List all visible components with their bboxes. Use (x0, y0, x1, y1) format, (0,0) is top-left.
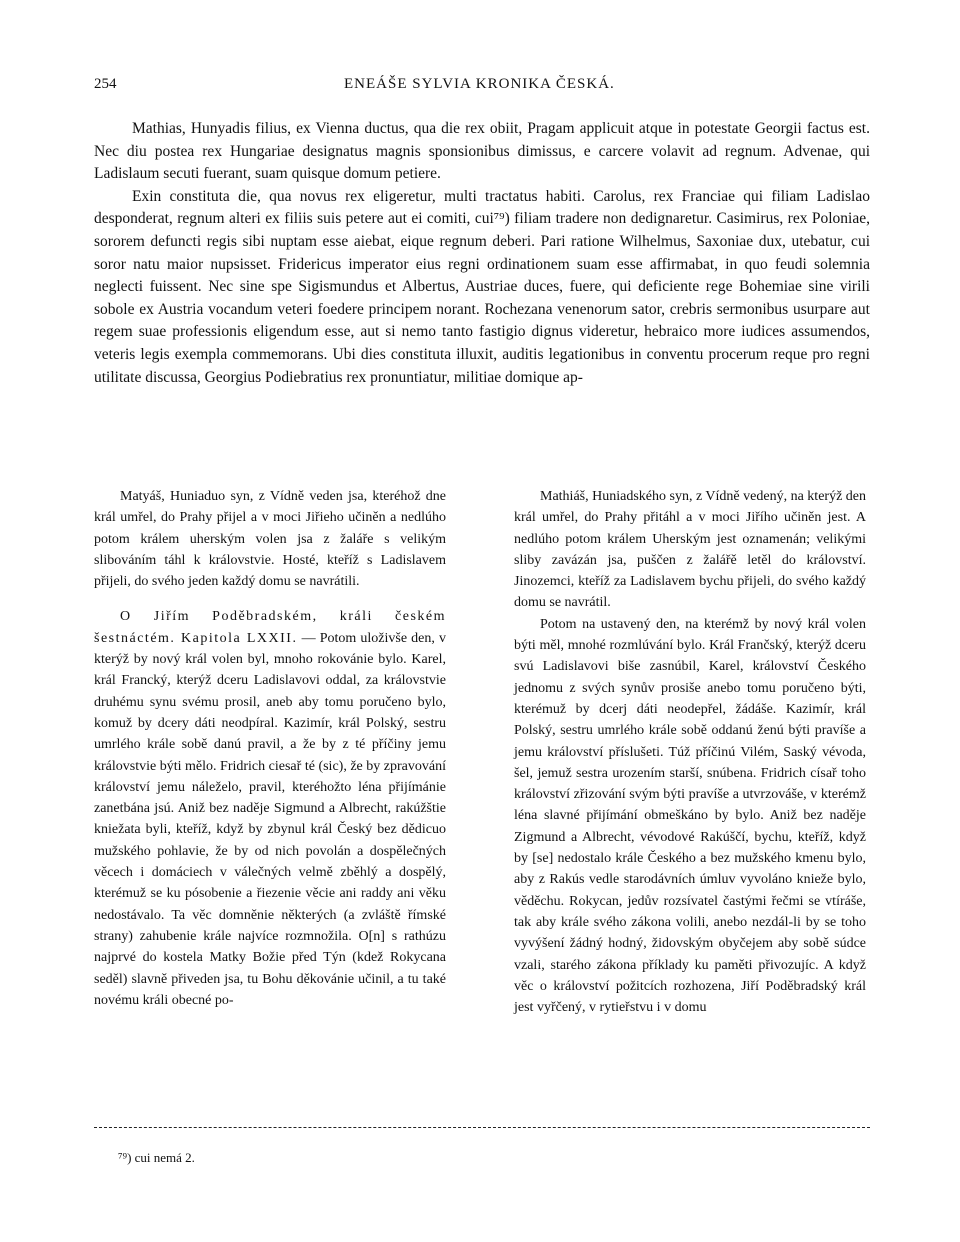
left-paragraph-text: — Potom uloživše den, v kterýž by nový král volen byl, mnoho rokovánie bylo. Karel, král Francký, kterýž dceru Ladislavovi oddal, za královstvie druhému synu svému prosil, aneb aby tomu poručeno bylo, komuž by dcery dáti neodpíral. Kazimír, král Polský, sestru umrlého krále sobě danú pravil, a že by z té příčiny jemu královstvie býti mělo. Fridrich ciesař té (sic), že by zpravování království jemu náleželo, pravil, kteréhožto léna přijímánie zanetbána jsú. Aniž bez naděje Sigmund a Albrecht, rakúžštie kniežata byli, kteříž, když by zbynul král Český bez dědicuo mužského pohlavie, že by od nich povolán a dospělečných věcech i domáciech v válečných velmě zběhlý a dospělý, kterémuž se ku pósobenie a řiezenie věcie ani raddy ani věku nedostávalo. Ta věc domněnie některých (a zvláště římské strany) zahubenie krále najvíce rozmnožila. O[n] s rathúzu najprvé do kostela Matky Božie před Týn (kdež Rokycana seděl) slavně přiveden jsa, tu Bohu děkovánie učinil, a tu také novému králi obecné po- (94, 630, 447, 1008)
page-number: 254 (94, 76, 117, 92)
latin-paragraph: Exin constituta die, qua novus rex eligeretur, multi tractatus habiti. Carolus, rex Franciae qui filiam Ladislao desponderat, regnum alteri ex filiis suis petere aut ei comiti, cui⁷⁹) filiam tradere non dedignaretur. Casimirus, rex Poloniae, sororem defuncti regis sibi nuptam esse aiebat, eique regnum deberi. Pari ratione Wilhelmus, Saxoniae dux, utebatur, cui soror natu maior nupsisset. Fridericus imperator eius regni ordinationem suam esse affirmabat, in quo feudi solemnia neglecti fuissent. Nec sine spe Sigismundus et Albertus, Austriae duces, fuere, qui deficiente rege Bohemiae sine virili sobole ex Austria vocandum veteri foedere principem norant. Rochezana venenorum sator, crebris sermonibus usurpare aut regem suae professionis eligendum esse, aut si nemo tanto fastigio dignus videretur, hebraico more iudices assumendos, veteris legis exempla commemorans. Ubi dies constituta illuxit, auditis legationibus in conventu procerum reque pro regni utilitate discussa, Georgius Podiebratius rex pronuntiatur, militiae domique ap- (94, 187, 870, 386)
right-paragraph: Potom na ustavený den, na kterémž by nový král volen býti měl, mnohé rozmlúvání bylo. Král Frančský, kterýž dceru svú Ladislavovi biše zasnúbil, Karel, království Českého jednomu z svých synův prosiše anebo tomu poručeno býti, kterémuž by dcerj dáti neodepřel, žádáše. Kazimír, král Polský, sestru umrlého krále sobě oddanú ženú býti pravíše a jemu království příslušeti. Túž příčinú Vilém, Saský vévoda, šel, jemuž sestra urozením starší, snúbena. Fridrich císař toho království zřizování svým býti pravíše a utvrzováše, v kterémž léna slavné přijímání obmeškáno by bylo. Aniž bez naděje Zigmund a Albrecht, vévodové Rakúščí, bychu, kteříž, když by [se] nedostalo krále Českého a bez mužského kmenu bylo, aby z Rakús vedle starodávních úmluv vyvoláno knieže bylo, věděchu. Rokycan, jedův rozsívatel častými řečmi se vtíráše, tak aby krále svého zákona volili, anebo nezdál-li by se toho vyvýšení žádný hodný, židovským obyčejem aby sobě súdce vzali, starého zákona příklady ku paměti přivozujíc. A když věc o království požitcích rozhozena, Jiří Poděbradský král jest vyřčený, v rytieřstvu i v domu (514, 616, 866, 1016)
latin-paragraph: Mathias, Hunyadis filius, ex Vienna ductus, qua die rex obiit, Pragam applicuit atque in potestate Georgii factus est. Nec diu postea rex Hungariae designatus magnis sponsionibus dimissus, e carcere volavit ad regnum. Advenae, qui Ladislaum secuti fuerant, suam quisque domum petiere. (94, 120, 870, 183)
footnote-divider (94, 1127, 870, 1128)
page-header (94, 76, 870, 96)
right-paragraph: Mathiáš, Huniadského syn, z Vídně vedený, na kterýž den král umřel, do Prahy přitáhl a v moci Jiřího učiněn jest. A nedlúho potom králem Uherským jest oznamenán; velikými sliby zavázán jsa, puščen z žalářě letěl do království. Jinozemci, kteříž za Ladislavem bychu přijeli, do svého každý domu se navrátil. (514, 489, 866, 611)
czech-column-right (514, 486, 866, 1018)
chapter-heading: O Jiřím Poděbradském, králi českém šestnáctém. Kapitola LXXII. (94, 609, 446, 646)
latin-text-block (94, 118, 870, 389)
footnote: ⁷⁹) cui nemá 2. (118, 1150, 195, 1165)
left-paragraph: Matyáš, Huniaduo syn, z Vídně veden jsa, kteréhož dne král umřel, do Prahy přijel a v moci Jiřieho učiněn a nedlúho potom králem uherským volen jsa z žaláře s velikým slibováním táhl k královstvie. Hosté, kteříž s Ladislavem přijeli, do svého jeden každý domu se navrátili. (94, 489, 446, 590)
left-chapter-paragraph (94, 606, 446, 1011)
czech-column-left (94, 486, 446, 1011)
running-title: ENEÁŠE SYLVIA KRONIKA ČESKÁ. (344, 76, 615, 92)
